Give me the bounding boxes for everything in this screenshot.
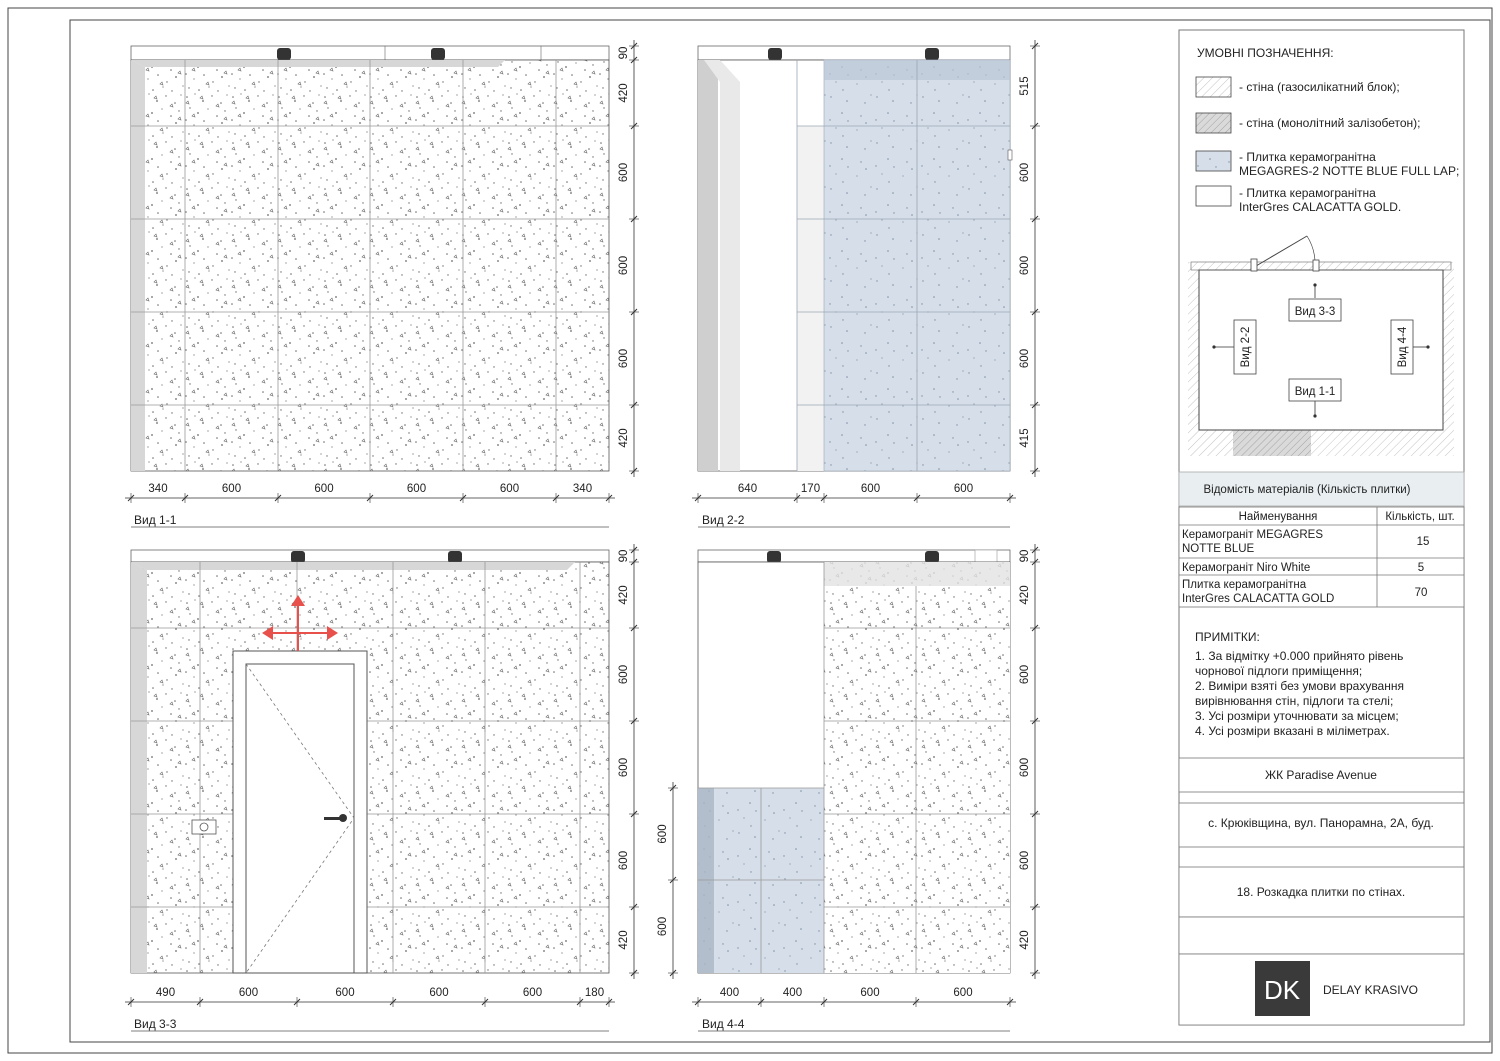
dimension-label: 420 [1019, 585, 1031, 605]
dimension-label: 600 [335, 987, 355, 999]
dimension-label: 600 [238, 987, 259, 999]
dimension-label: 600 [314, 483, 334, 495]
dimension-label: 600 [406, 483, 427, 495]
legend-title: УМОВНІ ПОЗНАЧЕННЯ: [1197, 46, 1334, 60]
right-dimensions [618, 40, 639, 477]
key-plan-label: Вид 2-2 [1240, 326, 1252, 368]
lamp-icon [277, 48, 291, 60]
bottom-dimensions [692, 483, 1016, 503]
view-4-4 [657, 544, 1040, 1031]
lamp-icon [925, 551, 939, 563]
lamp-icon [291, 551, 305, 563]
dimension-label: 600 [522, 987, 543, 999]
dimension-label: 420 [618, 428, 630, 448]
view-caption: Вид 2-2 [702, 513, 745, 527]
dimension-label: 600 [1019, 664, 1031, 685]
legend-swatch-gas-block [1196, 77, 1231, 97]
studio-name: DELAY KRASIVO [1323, 983, 1418, 997]
dimension-label: 515 [1019, 76, 1031, 96]
legend-swatch-blue-tile [1196, 151, 1231, 171]
dimension-label: 600 [860, 987, 880, 999]
dimension-label: 170 [800, 483, 821, 495]
key-plan-label: Вид 3-3 [1294, 306, 1336, 318]
dimension-label: 340 [148, 483, 168, 495]
dimension-label: 640 [737, 483, 758, 495]
lamp-icon [925, 48, 939, 60]
dimension-label: 600 [618, 162, 630, 183]
dimension-label: 600 [499, 483, 520, 495]
view-caption: Вид 1-1 [134, 513, 177, 527]
note-line: 4. Усі розміри вказані в міліметрах. [1195, 724, 1390, 738]
dimension-label: 600 [860, 483, 881, 495]
dimension-label: 90 [618, 549, 630, 563]
dimension-label: 420 [618, 83, 630, 103]
bottom-dimensions [692, 987, 1016, 1007]
lamp-icon [767, 551, 781, 563]
legend-item: - стіна (газосилікатний блок); [1239, 80, 1400, 94]
lamp-icon [448, 551, 462, 563]
bottom-dimensions [125, 483, 615, 503]
note-line: 2. Виміри взяті без умови врахування [1195, 679, 1404, 693]
note-line: вирівнювання стін, підлоги та стелі; [1195, 694, 1394, 708]
dimension-label: 600 [657, 916, 669, 937]
right-dimensions [1019, 40, 1040, 477]
view-caption: Вид 4-4 [702, 1017, 745, 1031]
view-caption: Вид 3-3 [134, 1017, 177, 1031]
dimension-label: 600 [1019, 162, 1031, 183]
table-cell-qty: 15 [1416, 536, 1430, 548]
lamp-icon [768, 48, 782, 60]
table-cell-name: Керамограніт MEGAGRES NOTTE BLUE [1182, 529, 1323, 555]
project-name: ЖК Paradise Avenue [1265, 768, 1377, 782]
sheet-title: 18. Розкадка плитки по стінах. [1236, 885, 1406, 899]
note-line: чорнової підлоги приміщення; [1195, 664, 1363, 678]
table-cell-name: Плитка керамогранітна InterGres CALACATTA GOLD [1182, 579, 1335, 605]
view-1-1 [125, 40, 639, 527]
legend-swatch-white-tile [1196, 186, 1231, 206]
materials-table [1179, 472, 1464, 607]
dimension-label: 400 [782, 987, 803, 999]
dimension-label: 600 [618, 757, 630, 778]
dimension-label: 600 [657, 824, 669, 844]
right-dimensions [1019, 544, 1040, 979]
dimension-label: 600 [1019, 850, 1031, 871]
dimension-label: 415 [1019, 428, 1031, 448]
note-line: 1. За відмітку +0.000 прийнято рівень [1195, 649, 1404, 663]
dimension-label: 420 [1019, 930, 1031, 950]
legend-swatch-concrete [1196, 113, 1231, 133]
view-3-3 [125, 544, 639, 1031]
dimension-label: 600 [1019, 757, 1031, 778]
socket-icon [192, 820, 216, 834]
dimension-label: 90 [618, 46, 630, 60]
table-header-qty: Кількість, шт. [1385, 511, 1455, 523]
dimension-label: 420 [618, 930, 630, 950]
left-dimensions [657, 782, 678, 979]
dimension-label: 600 [618, 348, 630, 369]
dimension-label: 600 [618, 664, 630, 685]
bottom-dimensions [125, 987, 615, 1007]
dimension-label: 600 [953, 987, 973, 999]
legend-item: - Плитка керамогранітна InterGres CALACATTA GOLD. [1239, 186, 1402, 214]
key-plan-label: Вид 4-4 [1397, 326, 1409, 368]
notes [1195, 630, 1404, 738]
dimension-label: 600 [1019, 255, 1031, 276]
title-block [1179, 30, 1464, 1025]
dimension-label: 600 [221, 483, 242, 495]
logo-text: DK [1263, 975, 1301, 1005]
table-header-name: Найменування [1238, 511, 1318, 523]
legend [1196, 46, 1459, 214]
dimension-label: 600 [618, 255, 630, 276]
key-plan [1188, 236, 1454, 456]
dimension-label: 600 [1019, 348, 1031, 369]
dimension-label: 400 [719, 987, 740, 999]
dimension-label: 600 [953, 483, 974, 495]
project-address: с. Крюківщина, вул. Панорамна, 2А, буд. [1208, 816, 1434, 830]
key-plan-label: Вид 1-1 [1294, 386, 1336, 398]
dimension-label: 420 [618, 585, 630, 605]
dimension-label: 490 [155, 987, 176, 999]
dimension-label: 600 [429, 987, 449, 999]
dimension-label: 340 [572, 483, 593, 495]
materials-title: Відомість матеріалів (Кількість плитки) [1203, 484, 1411, 496]
dimension-label: 180 [584, 987, 605, 999]
table-cell-name: Керамограніт Niro White [1182, 562, 1311, 574]
notes-title: ПРИМІТКИ: [1195, 630, 1260, 644]
right-dimensions [618, 544, 639, 979]
table-cell-qty: 5 [1417, 562, 1425, 574]
legend-item: - Плитка керамогранітна MEGAGRES-2 NOTTE BLUE FULL LAP; [1239, 150, 1460, 178]
note-line: 3. Усі розміри уточнювати за місцем; [1195, 709, 1399, 723]
view-2-2 [692, 40, 1040, 527]
legend-item: - стіна (монолітний залізобетон); [1239, 116, 1421, 130]
dimension-label: 600 [618, 850, 630, 871]
table-cell-qty: 70 [1414, 587, 1428, 599]
dimension-label: 90 [1019, 549, 1031, 563]
lamp-icon [431, 48, 445, 60]
